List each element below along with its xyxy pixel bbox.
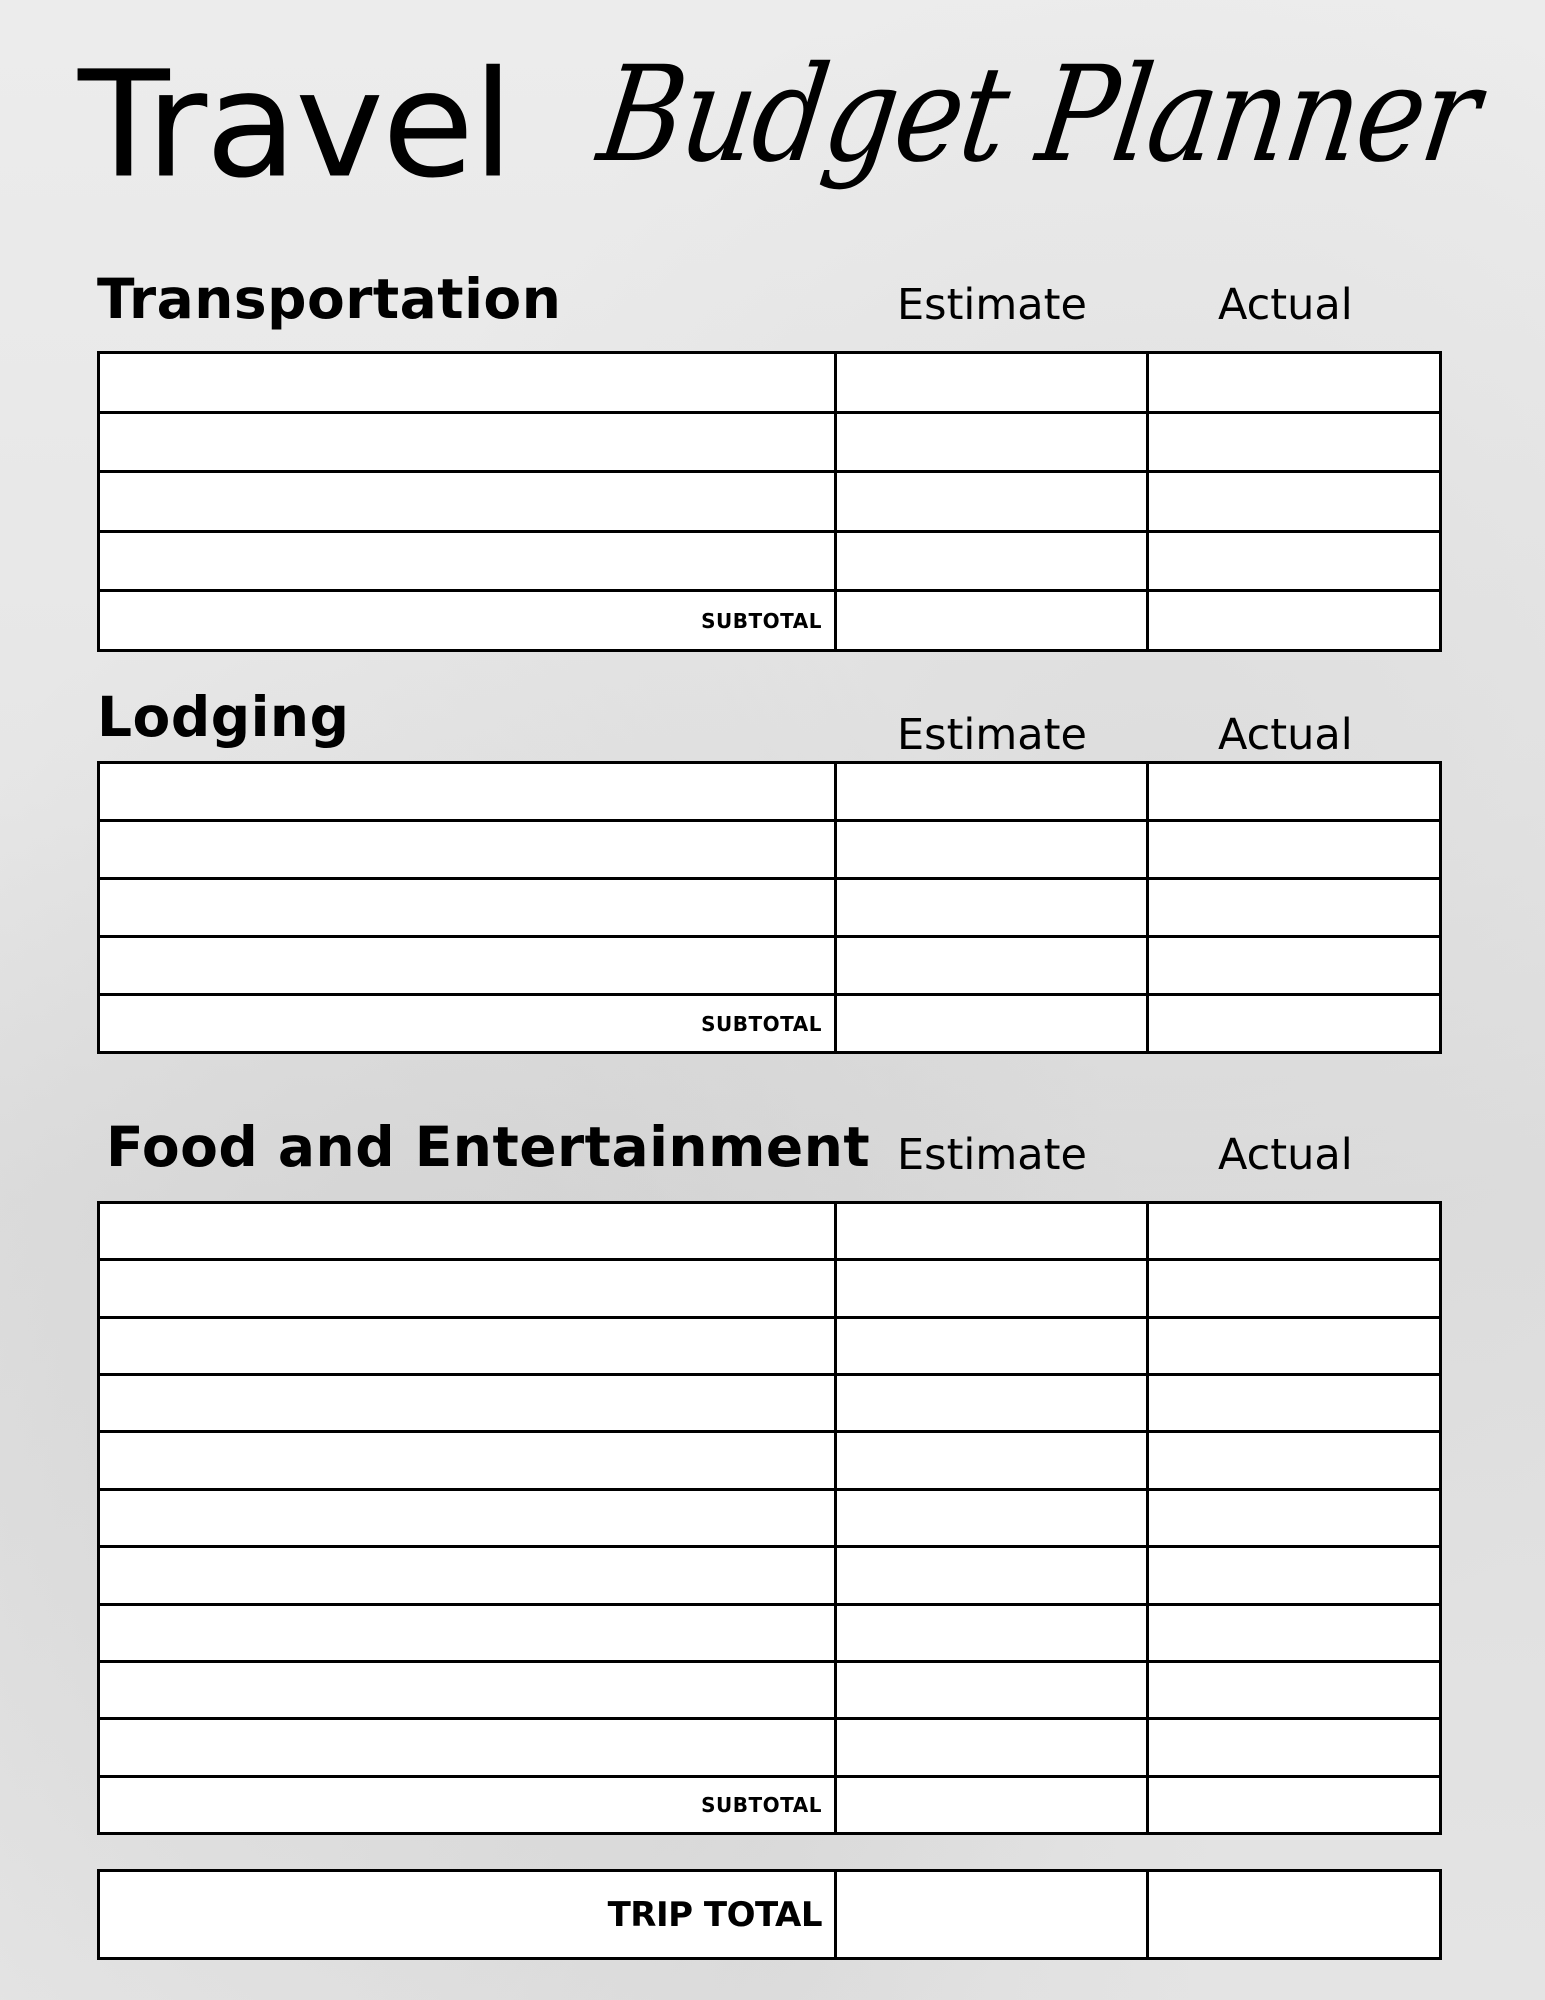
food-subtotal-actual-cell[interactable] xyxy=(1148,1776,1441,1833)
food-actual-input[interactable] xyxy=(1149,1720,1439,1774)
food-estimate-cell[interactable] xyxy=(836,1719,1148,1776)
food-actual-cell[interactable] xyxy=(1148,1489,1441,1546)
transportation-table xyxy=(97,351,1442,652)
transportation-actual-input[interactable] xyxy=(1149,473,1439,530)
food-actual-cell[interactable] xyxy=(1148,1604,1441,1661)
transportation-subtotal-estimate-cell[interactable] xyxy=(836,591,1148,651)
table-row xyxy=(99,1432,1441,1489)
table-row xyxy=(99,821,1441,879)
transportation-subtotal-actual-cell[interactable] xyxy=(1148,591,1441,651)
food-actual-input[interactable] xyxy=(1149,1319,1439,1373)
transportation-subtotal-row xyxy=(99,591,1441,651)
lodging-actual-cell[interactable] xyxy=(1148,937,1441,995)
food-item-cell[interactable] xyxy=(99,1317,836,1374)
trip-total-table xyxy=(97,1869,1442,1960)
transportation-actual-cell[interactable] xyxy=(1148,353,1441,413)
food-actual-input[interactable] xyxy=(1149,1204,1439,1258)
lodging-actual-cell[interactable] xyxy=(1148,763,1441,821)
food-item-cell[interactable] xyxy=(99,1375,836,1432)
transportation-subtotal-actual-input[interactable] xyxy=(1149,592,1439,649)
transportation-item-cell[interactable] xyxy=(99,353,836,413)
transportation-actual-input[interactable] xyxy=(1149,354,1439,411)
food-estimate-input[interactable] xyxy=(837,1319,1146,1373)
food-item-input[interactable] xyxy=(100,1548,834,1602)
transportation-item-input[interactable] xyxy=(100,473,834,530)
food-item-cell[interactable] xyxy=(99,1203,836,1260)
food-estimate-input[interactable] xyxy=(837,1376,1146,1430)
food-actual-input[interactable] xyxy=(1149,1376,1439,1430)
food-item-input[interactable] xyxy=(100,1491,834,1545)
lodging-estimate-cell[interactable] xyxy=(836,821,1148,879)
transportation-estimate-input[interactable] xyxy=(837,533,1146,590)
food-estimate-cell[interactable] xyxy=(836,1489,1148,1546)
transportation-item-cell[interactable] xyxy=(99,531,836,591)
trip-total-actual-cell[interactable] xyxy=(1148,1871,1441,1959)
table-row xyxy=(99,763,1441,821)
food-actual-input[interactable] xyxy=(1149,1433,1439,1487)
lodging-estimate-input[interactable] xyxy=(837,880,1146,935)
trip-total-label: TRIP TOTAL xyxy=(99,1871,836,1959)
section-title-lodging: Lodging xyxy=(97,685,350,749)
food-estimate-cell[interactable] xyxy=(836,1203,1148,1260)
food-item-cell[interactable] xyxy=(99,1489,836,1546)
food-item-input[interactable] xyxy=(100,1376,834,1430)
transportation-item-cell[interactable] xyxy=(99,412,836,472)
food-actual-cell[interactable] xyxy=(1148,1661,1441,1718)
lodging-item-input[interactable] xyxy=(100,938,834,993)
food-estimate-input[interactable] xyxy=(837,1261,1146,1315)
food-item-cell[interactable] xyxy=(99,1604,836,1661)
food-estimate-cell[interactable] xyxy=(836,1432,1148,1489)
transportation-estimate-header: Estimate xyxy=(897,280,1087,330)
food-estimate-input[interactable] xyxy=(837,1548,1146,1602)
table-row xyxy=(99,1317,1441,1374)
lodging-subtotal-row xyxy=(99,995,1441,1053)
lodging-subtotal-actual-input[interactable] xyxy=(1149,996,1439,1051)
transportation-item-input[interactable] xyxy=(100,354,834,411)
lodging-table xyxy=(97,761,1442,1054)
transportation-actual-cell[interactable] xyxy=(1148,472,1441,532)
food-subtotal-actual-input[interactable] xyxy=(1149,1778,1439,1832)
transportation-item-cell[interactable] xyxy=(99,472,836,532)
food-item-input[interactable] xyxy=(100,1261,834,1315)
food-actual-cell[interactable] xyxy=(1148,1317,1441,1374)
lodging-item-cell[interactable] xyxy=(99,763,836,821)
transportation-estimate-cell[interactable] xyxy=(836,412,1148,472)
food-estimate-input[interactable] xyxy=(837,1663,1146,1717)
table-row xyxy=(99,353,1441,413)
food-item-cell[interactable] xyxy=(99,1260,836,1317)
lodging-estimate-cell[interactable] xyxy=(836,937,1148,995)
food-actual-input[interactable] xyxy=(1149,1548,1439,1602)
lodging-item-input[interactable] xyxy=(100,880,834,935)
food-subtotal-estimate-cell[interactable] xyxy=(836,1776,1148,1833)
food-estimate-cell[interactable] xyxy=(836,1547,1148,1604)
transportation-actual-input[interactable] xyxy=(1149,414,1439,471)
lodging-subtotal-actual-cell[interactable] xyxy=(1148,995,1441,1053)
transportation-estimate-cell[interactable] xyxy=(836,531,1148,591)
transportation-actual-input[interactable] xyxy=(1149,533,1439,590)
transportation-subtotal-estimate-input[interactable] xyxy=(837,592,1146,649)
food-item-cell[interactable] xyxy=(99,1432,836,1489)
table-row xyxy=(99,1547,1441,1604)
lodging-actual-input[interactable] xyxy=(1149,938,1439,993)
transportation-estimate-input[interactable] xyxy=(837,473,1146,530)
trip-total-row xyxy=(99,1871,1441,1959)
food-subtotal-row xyxy=(99,1776,1441,1833)
food-actual-cell[interactable] xyxy=(1148,1432,1441,1489)
transportation-actual-header: Actual xyxy=(1218,280,1353,330)
table-row xyxy=(99,531,1441,591)
food-estimate-input[interactable] xyxy=(837,1433,1146,1487)
lodging-estimate-input[interactable] xyxy=(837,764,1146,819)
food-estimate-input[interactable] xyxy=(837,1606,1146,1660)
table-row xyxy=(99,1203,1441,1260)
title-budget-planner: Budget Planner xyxy=(590,38,1487,192)
lodging-actual-cell[interactable] xyxy=(1148,879,1441,937)
food-actual-header: Actual xyxy=(1218,1130,1353,1180)
food-subtotal-estimate-input[interactable] xyxy=(837,1778,1146,1832)
lodging-actual-input[interactable] xyxy=(1149,764,1439,819)
lodging-item-cell[interactable] xyxy=(99,821,836,879)
table-row xyxy=(99,1661,1441,1718)
table-row xyxy=(99,1260,1441,1317)
food-item-input[interactable] xyxy=(100,1204,834,1258)
food-estimate-input[interactable] xyxy=(837,1491,1146,1545)
food-actual-input[interactable] xyxy=(1149,1491,1439,1545)
lodging-actual-header: Actual xyxy=(1218,710,1353,760)
food-item-input[interactable] xyxy=(100,1319,834,1373)
lodging-estimate-input[interactable] xyxy=(837,822,1146,877)
lodging-subtotal-estimate-cell[interactable] xyxy=(836,995,1148,1053)
table-row xyxy=(99,1489,1441,1546)
table-row xyxy=(99,472,1441,532)
food-item-cell[interactable] xyxy=(99,1719,836,1776)
transportation-estimate-cell[interactable] xyxy=(836,472,1148,532)
food-estimate-cell[interactable] xyxy=(836,1317,1148,1374)
lodging-subtotal-estimate-input[interactable] xyxy=(837,996,1146,1051)
trip-total-estimate-cell[interactable] xyxy=(836,1871,1148,1959)
food-table xyxy=(97,1201,1442,1835)
food-item-cell[interactable] xyxy=(99,1661,836,1718)
trip-total-actual-input[interactable] xyxy=(1149,1872,1439,1957)
food-item-input[interactable] xyxy=(100,1720,834,1774)
lodging-subtotal-label: SUBTOTAL xyxy=(99,995,836,1053)
title-travel: Travel xyxy=(78,40,512,211)
lodging-estimate-input[interactable] xyxy=(837,938,1146,993)
section-title-food-entertainment: Food and Entertainment xyxy=(106,1115,871,1179)
transportation-item-input[interactable] xyxy=(100,533,834,590)
table-row xyxy=(99,879,1441,937)
food-estimate-input[interactable] xyxy=(837,1720,1146,1774)
lodging-estimate-cell[interactable] xyxy=(836,879,1148,937)
lodging-actual-cell[interactable] xyxy=(1148,821,1441,879)
transportation-estimate-input[interactable] xyxy=(837,354,1146,411)
food-item-input[interactable] xyxy=(100,1606,834,1660)
food-actual-cell[interactable] xyxy=(1148,1203,1441,1260)
table-row xyxy=(99,1375,1441,1432)
lodging-estimate-header: Estimate xyxy=(897,710,1087,760)
table-row xyxy=(99,1719,1441,1776)
section-title-transportation: Transportation xyxy=(97,267,562,331)
food-estimate-cell[interactable] xyxy=(836,1661,1148,1718)
transportation-item-input[interactable] xyxy=(100,414,834,471)
transportation-estimate-input[interactable] xyxy=(837,414,1146,471)
food-actual-input[interactable] xyxy=(1149,1606,1439,1660)
table-row xyxy=(99,412,1441,472)
food-actual-input[interactable] xyxy=(1149,1261,1439,1315)
food-estimate-cell[interactable] xyxy=(836,1604,1148,1661)
table-row xyxy=(99,937,1441,995)
lodging-item-cell[interactable] xyxy=(99,879,836,937)
transportation-actual-cell[interactable] xyxy=(1148,412,1441,472)
food-item-input[interactable] xyxy=(100,1663,834,1717)
lodging-estimate-cell[interactable] xyxy=(836,763,1148,821)
lodging-item-input[interactable] xyxy=(100,822,834,877)
lodging-item-input[interactable] xyxy=(100,764,834,819)
food-estimate-input[interactable] xyxy=(837,1204,1146,1258)
food-actual-cell[interactable] xyxy=(1148,1260,1441,1317)
trip-total-estimate-input[interactable] xyxy=(837,1872,1146,1957)
transportation-actual-cell[interactable] xyxy=(1148,531,1441,591)
lodging-actual-input[interactable] xyxy=(1149,822,1439,877)
food-estimate-cell[interactable] xyxy=(836,1260,1148,1317)
food-estimate-cell[interactable] xyxy=(836,1375,1148,1432)
food-actual-cell[interactable] xyxy=(1148,1547,1441,1604)
transportation-subtotal-label: SUBTOTAL xyxy=(99,591,836,651)
food-item-input[interactable] xyxy=(100,1433,834,1487)
food-actual-cell[interactable] xyxy=(1148,1719,1441,1776)
transportation-estimate-cell[interactable] xyxy=(836,353,1148,413)
food-item-cell[interactable] xyxy=(99,1547,836,1604)
table-row xyxy=(99,1604,1441,1661)
food-subtotal-label: SUBTOTAL xyxy=(99,1776,836,1833)
food-actual-input[interactable] xyxy=(1149,1663,1439,1717)
lodging-actual-input[interactable] xyxy=(1149,880,1439,935)
food-estimate-header: Estimate xyxy=(897,1130,1087,1180)
lodging-item-cell[interactable] xyxy=(99,937,836,995)
food-actual-cell[interactable] xyxy=(1148,1375,1441,1432)
